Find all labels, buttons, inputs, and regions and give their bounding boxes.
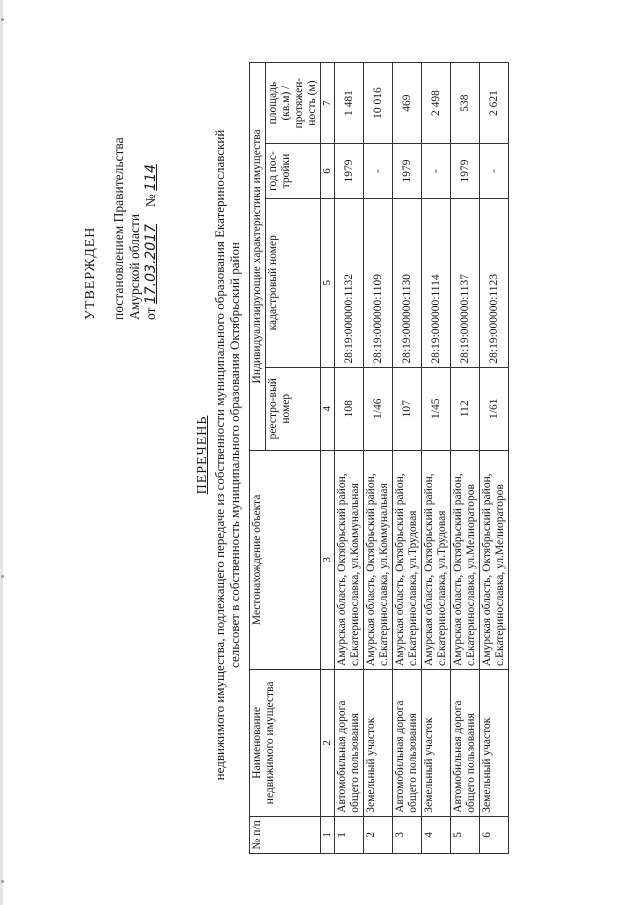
column-number: 4 [321,367,335,450]
area-value: 2 621 [480,63,509,144]
cadastral-number: 28:19:000000:1123 [480,198,509,367]
subtitle-line-1: недвижимого имущества, подлежащего передаче из собственности муниципального образования Екатеринославский [212,129,227,781]
property-table [249,62,509,854]
build-year: 1979 [451,144,480,199]
header-number: № п/п [250,816,321,853]
column-number: 7 [321,63,335,144]
row-number: 4 [422,816,451,853]
property-location: Амурская область, Октябрьский район, с.Екатеринославка, ул.Мелиораторов [480,450,509,669]
column-number-row [321,63,335,854]
registry-number: 1/61 [480,367,509,450]
property-location: Амурская область, Октябрьский район, с.Екатеринославка, ул.Мелиораторов [451,450,480,669]
column-number: 3 [321,450,335,669]
approval-title: УТВЕРЖДЕН [83,226,98,320]
cadastral-number: 28:19:000000:1109 [364,198,393,367]
build-year: - [422,144,451,199]
property-location: Амурская область, Октябрьский район, с.Екатеринославка, ул.Коммунальная [335,450,364,669]
property-name: Земельный участок [422,669,451,816]
registry-number: 112 [451,367,480,450]
header-registry-number: реестро-вый номер [266,367,321,450]
approval-line-2: Амурской области [127,213,142,320]
approval-date-line [143,30,159,320]
build-year: - [480,144,509,199]
area-value: 469 [393,63,422,144]
approval-line-1: постановлением Правительства [111,137,126,320]
table-row [393,63,422,854]
registry-number: 1/46 [364,367,393,450]
cadastral-number: 28:19:000000:1137 [451,198,480,367]
row-number: 1 [335,816,364,853]
document-title: ПЕРЕЧЕНЬ [195,415,210,495]
property-location: Амурская область, Октябрьский район, с.Екатеринославка, ул.Трудовая [393,450,422,669]
approval-date: 17.03.2017 [143,223,159,305]
subtitle-line-2: сельсовет в собственность муниципального образования Октябрьский район [227,242,242,668]
property-name: Автомобильная дорога общего пользования [451,669,480,816]
scan-dot [1,575,4,578]
header-name: Наименование недвижимого имущества [250,669,321,816]
header-build-year: год пос-тройки [266,144,321,199]
row-number: 5 [451,816,480,853]
cadastral-number: 28:19:000000:1132 [335,198,364,367]
column-number: 6 [321,144,335,199]
column-number: 5 [321,198,335,367]
table-row [480,63,509,854]
table-row [451,63,480,854]
header-characteristics-group: Индивидуализирующие характеристики имущества [250,63,266,451]
area-value: 10 016 [364,63,393,144]
document-subtitle [212,70,242,840]
rotated-document-sheet [65,30,625,880]
table-row [422,63,451,854]
registry-number: 107 [393,367,422,450]
property-location: Амурская область, Октябрьский район, с.Екатеринославка, ул.Коммунальная [364,450,393,669]
area-value: 538 [451,63,480,144]
header-cadastral-number: кадастровый номер [266,198,321,367]
build-year: 1979 [335,144,364,199]
property-name: Автомобильная дорога общего пользования [335,669,364,816]
column-number: 2 [321,669,335,816]
property-location: Амурская область, Октябрьский район, с.Екатеринославка, ул.Трудовая [422,450,451,669]
table-row [335,63,364,854]
property-name: Земельный участок [364,669,393,816]
registry-number: 1/45 [422,367,451,450]
build-year: - [364,144,393,199]
header-location: Местонахождение объекта [250,450,321,669]
approval-date-prefix: от [143,307,158,320]
row-number: 2 [364,816,393,853]
table-row [364,63,393,854]
cadastral-number: 28:19:000000:1130 [393,198,422,367]
property-name: Земельный участок [480,669,509,816]
row-number: 6 [480,816,509,853]
area-value: 1 481 [335,63,364,144]
approval-number-prefix: № [143,194,158,208]
column-number: 1 [321,816,335,853]
property-name: Автомобильная дорога общего пользования [393,669,422,816]
approval-stamp-block [83,30,159,320]
header-area: площадь (кв.м) / протяжен-ность (м) [266,63,321,144]
registry-number: 108 [335,367,364,450]
row-number: 3 [393,816,422,853]
cadastral-number: 28:19:000000:1114 [422,198,451,367]
build-year: 1979 [393,144,422,199]
page-left-edge [0,0,3,905]
scan-dot [1,880,4,883]
area-value: 2 498 [422,63,451,144]
approval-number: 114 [143,164,159,191]
scan-dot [1,18,4,21]
